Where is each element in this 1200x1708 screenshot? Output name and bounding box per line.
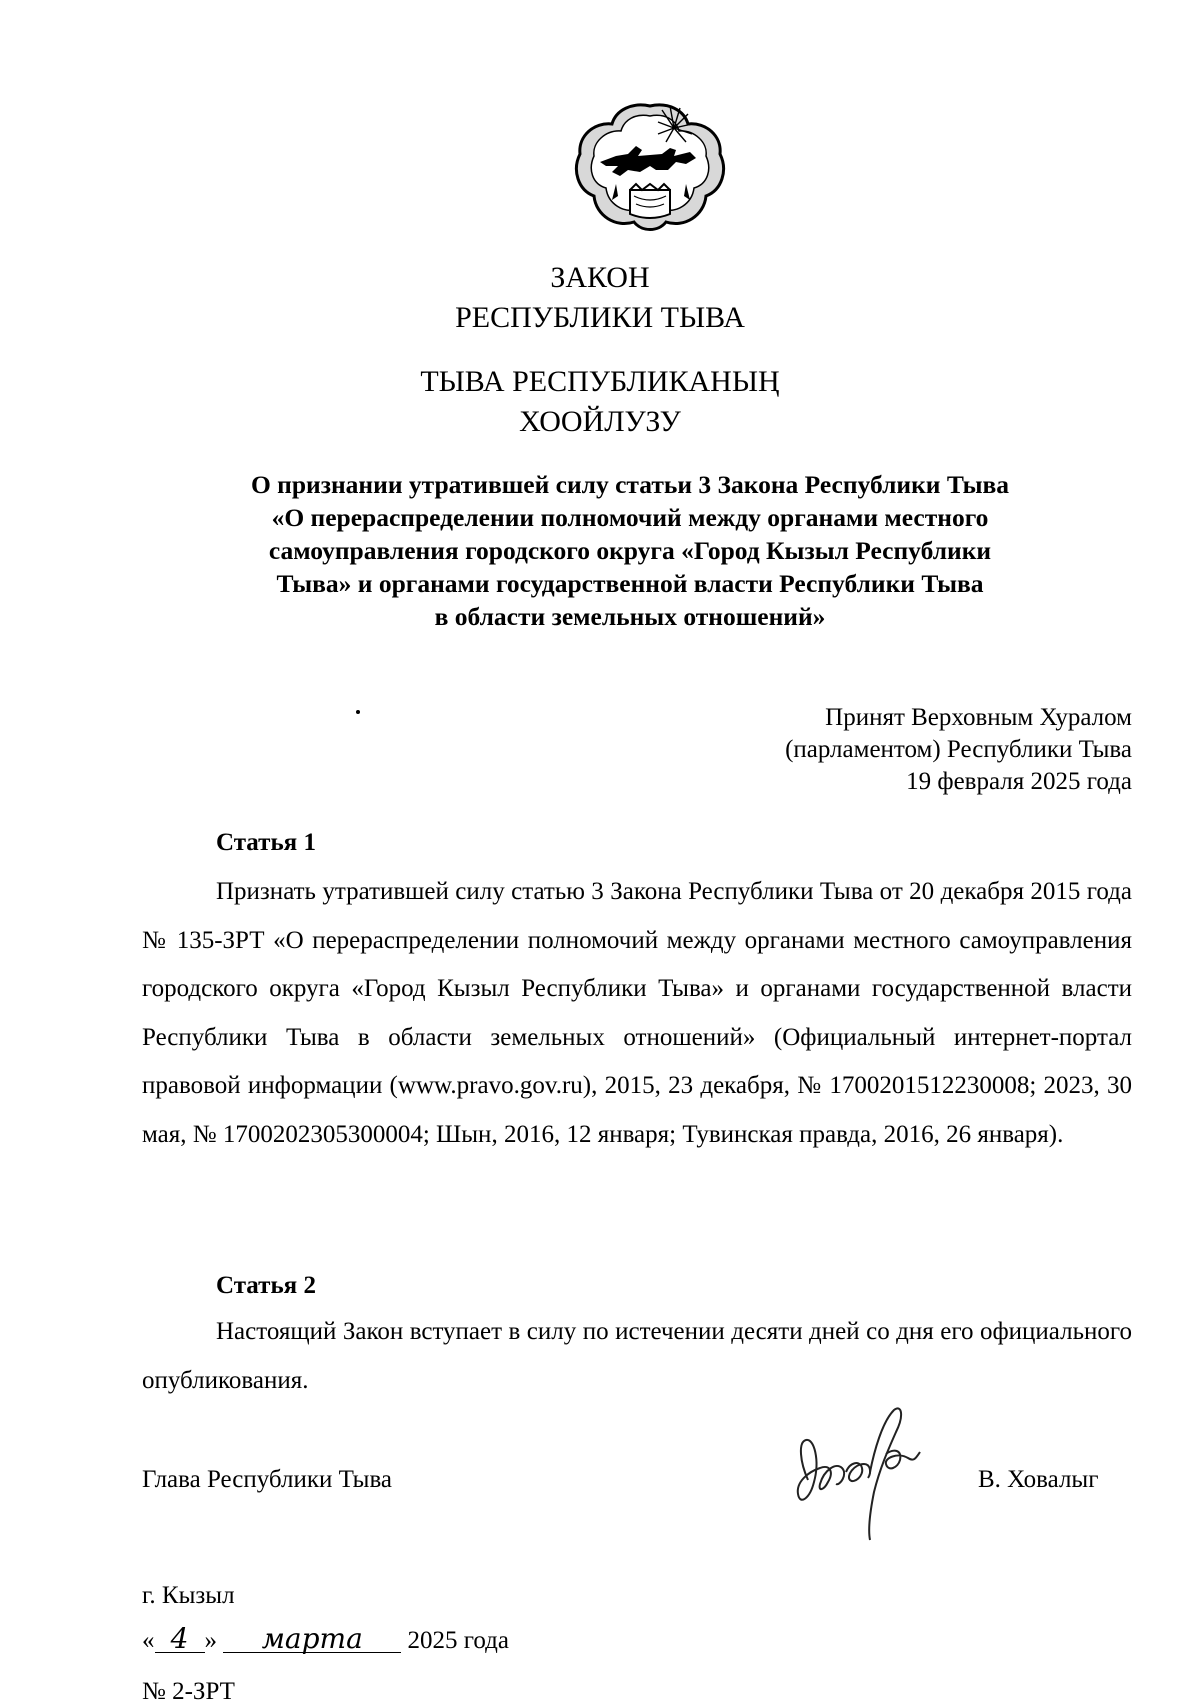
adoption-line: (парламентом) Республики Тыва xyxy=(785,736,1132,763)
scan-dot-mark xyxy=(356,710,360,714)
signatory-position: Глава Республики Тыва xyxy=(142,1466,393,1493)
date-day-handwritten: 4 xyxy=(155,1626,205,1653)
date-open-quote: « xyxy=(142,1627,155,1654)
law-title-line: РЕСПУБЛИКИ ТЫВА xyxy=(455,301,745,334)
signing-date xyxy=(142,1622,509,1657)
law-title-line: ТЫВА РЕСПУБЛИКАНЫҢ xyxy=(420,365,780,398)
subject-line: «О перераспределении полномочий между органами местного xyxy=(271,503,989,532)
tuva-coat-of-arms-emblem xyxy=(570,100,730,232)
law-title-russian xyxy=(0,258,1200,338)
date-close-quote: » xyxy=(204,1627,217,1654)
article-1-heading: Статья 1 xyxy=(216,829,316,856)
law-title-line: ЗАКОН xyxy=(550,261,650,294)
subject-line: самоуправления городского округа «Город Кызыл Республики xyxy=(268,536,992,565)
law-title-tuvan xyxy=(0,362,1200,442)
signing-place: г. Кызыл xyxy=(142,1582,235,1609)
subject-line: в области земельных отношений» xyxy=(434,602,826,631)
law-subject-heading xyxy=(160,468,1100,633)
handwritten-signature xyxy=(790,1402,930,1544)
article-1-text: Признать утратившей силу статью 3 Закона Республики Тыва от 20 декабря 2015 года № 135-ЗРТ «О перераспределении полномочий между органами местного самоуправления городского округа «Город Кызыл Республики Тыва» и органами государственной власти Республики Тыва в области земельных отношений» (Официальный интернет-портал правовой информации (www.pravo.gov.ru), 2015, 23 декабря, № 1700201512230008; 2023, 30 мая, № 1700202305300004; Шын, 2016, 12 января; Тувинская правда, 2016, 26 января). xyxy=(142,878,1132,1148)
article-2-heading: Статья 2 xyxy=(216,1272,316,1299)
date-year: 2025 года xyxy=(407,1627,509,1654)
adoption-line: Принят Верховным Хуралом xyxy=(825,704,1132,731)
adoption-date: 19 февраля 2025 года xyxy=(906,768,1132,795)
subject-line: Тыва» и органами государственной власти Республики Тыва xyxy=(276,569,984,598)
signatory-name: В. Ховалыг xyxy=(978,1466,1099,1493)
law-number: № 2-ЗРТ xyxy=(142,1678,235,1705)
date-month-handwritten: марта xyxy=(223,1626,401,1653)
law-title-line: ХООЙЛУЗУ xyxy=(519,405,681,438)
subject-line: О признании утратившей силу статьи 3 Закона Республики Тыва xyxy=(250,470,1010,499)
article-2-text: Настоящий Закон вступает в силу по истечении десяти дней со дня его официального опубликования. xyxy=(142,1318,1132,1394)
adoption-note xyxy=(785,702,1132,798)
